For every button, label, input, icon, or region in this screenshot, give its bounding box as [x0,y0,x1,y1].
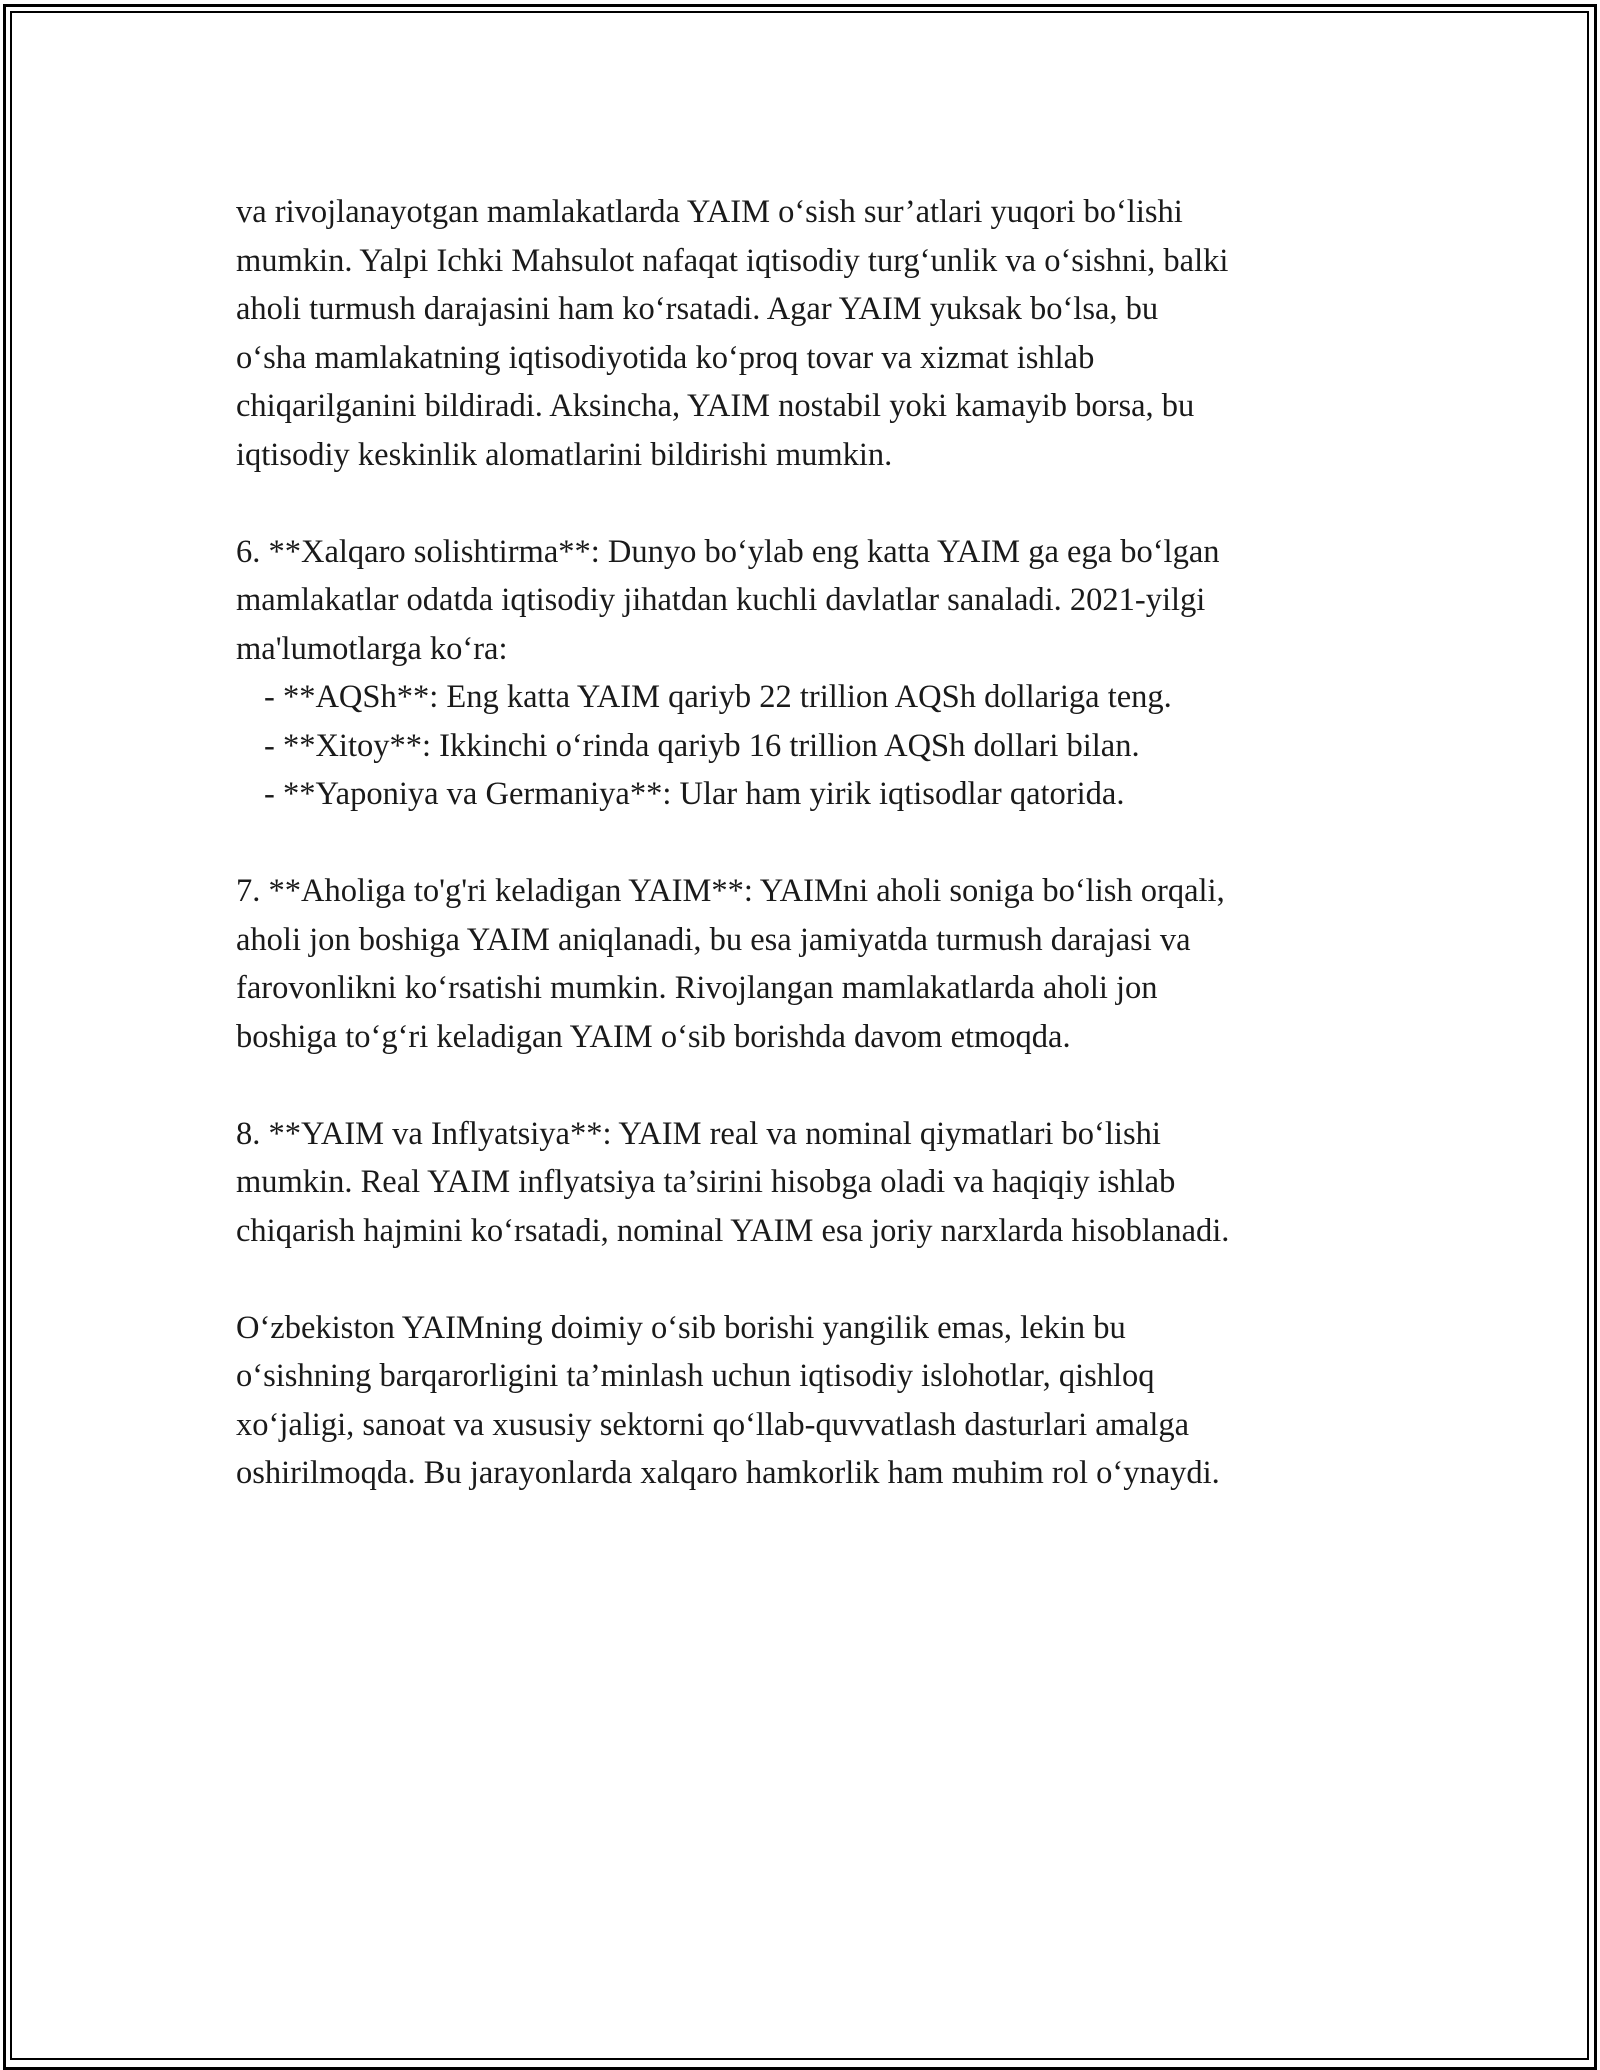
text-line: farovonlikni ko‘rsatishi mumkin. Rivojlangan mamlakatlarda aholi jon [236,970,1158,1006]
text-line: mumkin. Yalpi Ichki Mahsulot nafaqat iqtisodiy turg‘unlik va o‘sishni, balki [236,242,1229,279]
paragraph-intro [236,188,1386,479]
paragraph-spacer [236,819,1386,868]
paragraph-conclusion [236,1304,1386,1498]
text-line: mumkin. Real YAIM inflyatsiya ta’sirini hisobga oladi va haqiqiy ishlab [236,1164,1176,1200]
text-line: iqtisodiy keskinlik alomatlarini bildirishi mumkin. [236,436,893,473]
text-line: o‘sha mamlakatning iqtisodiyotida ko‘proq tovar va xizmat ishlab [236,339,1095,376]
text-line: chiqarilganini bildiradi. Aksincha, YAIM nostabil yoki kamayib borsa, bu [236,388,1195,424]
list-item-china: - **Xitoy**: Ikkinchi o‘rinda qariyb 16 trillion AQSh dollari bilan. [264,727,1140,764]
text-line: oshirilmoqda. Bu jarayonlarda xalqaro hamkorlik ham muhim rol o‘ynaydi. [236,1455,1220,1491]
section-6-international-comparison [236,528,1386,819]
text-line: boshiga to‘g‘ri keladigan YAIM o‘sib borishda davom etmoqda. [236,1018,1071,1055]
section-8-gdp-inflation [236,1110,1386,1256]
list-item-usa: - **AQSh**: Eng katta YAIM qariyb 22 trillion AQSh dollariga teng. [264,679,1172,715]
text-line: 6. **Xalqaro solishtirma**: Dunyo bo‘ylab eng katta YAIM ga ega bo‘lgan [236,533,1220,570]
section-7-gdp-per-capita [236,867,1386,1061]
text-line: chiqarish hajmini ko‘rsatadi, nominal YAIM esa joriy narxlarda hisoblanadi. [236,1212,1230,1249]
text-line: mamlakatlar odatda iqtisodiy jihatdan kuchli davlatlar sanaladi. 2021-yilgi [236,582,1206,618]
list-item-japan-germany: - **Yaponiya va Germaniya**: Ular ham yirik iqtisodlar qatorida. [264,776,1125,812]
document-body [236,188,1386,1498]
text-line: 7. **Aholiga to'g'ri keladigan YAIM**: YAIMni aholi soniga bo‘lish orqali, [236,873,1225,909]
text-line: ma'lumotlarga ko‘ra: [236,630,508,667]
text-line: aholi turmush darajasini ham ko‘rsatadi. Agar YAIM yuksak bo‘lsa, bu [236,291,1159,327]
paragraph-spacer [236,1061,1386,1110]
text-line: xo‘jaligi, sanoat va xususiy sektorni qo‘llab-quvvatlash dasturlari amalga [236,1406,1190,1443]
text-line: va rivojlanayotgan mamlakatlarda YAIM o‘sish sur’atlari yuqori bo‘lishi [236,194,1183,230]
text-line: 8. **YAIM va Inflyatsiya**: YAIM real va nominal qiymatlari bo‘lishi [236,1115,1161,1152]
paragraph-spacer [236,479,1386,528]
text-line: O‘zbekiston YAIMning doimiy o‘sib borishi yangilik emas, lekin bu [236,1309,1126,1346]
text-line: o‘sishning barqarorligini ta’minlash uchun iqtisodiy islohotlar, qishloq [236,1358,1155,1394]
text-line: aholi jon boshiga YAIM aniqlanadi, bu esa jamiyatda turmush darajasi va [236,921,1191,958]
paragraph-spacer [236,1255,1386,1304]
